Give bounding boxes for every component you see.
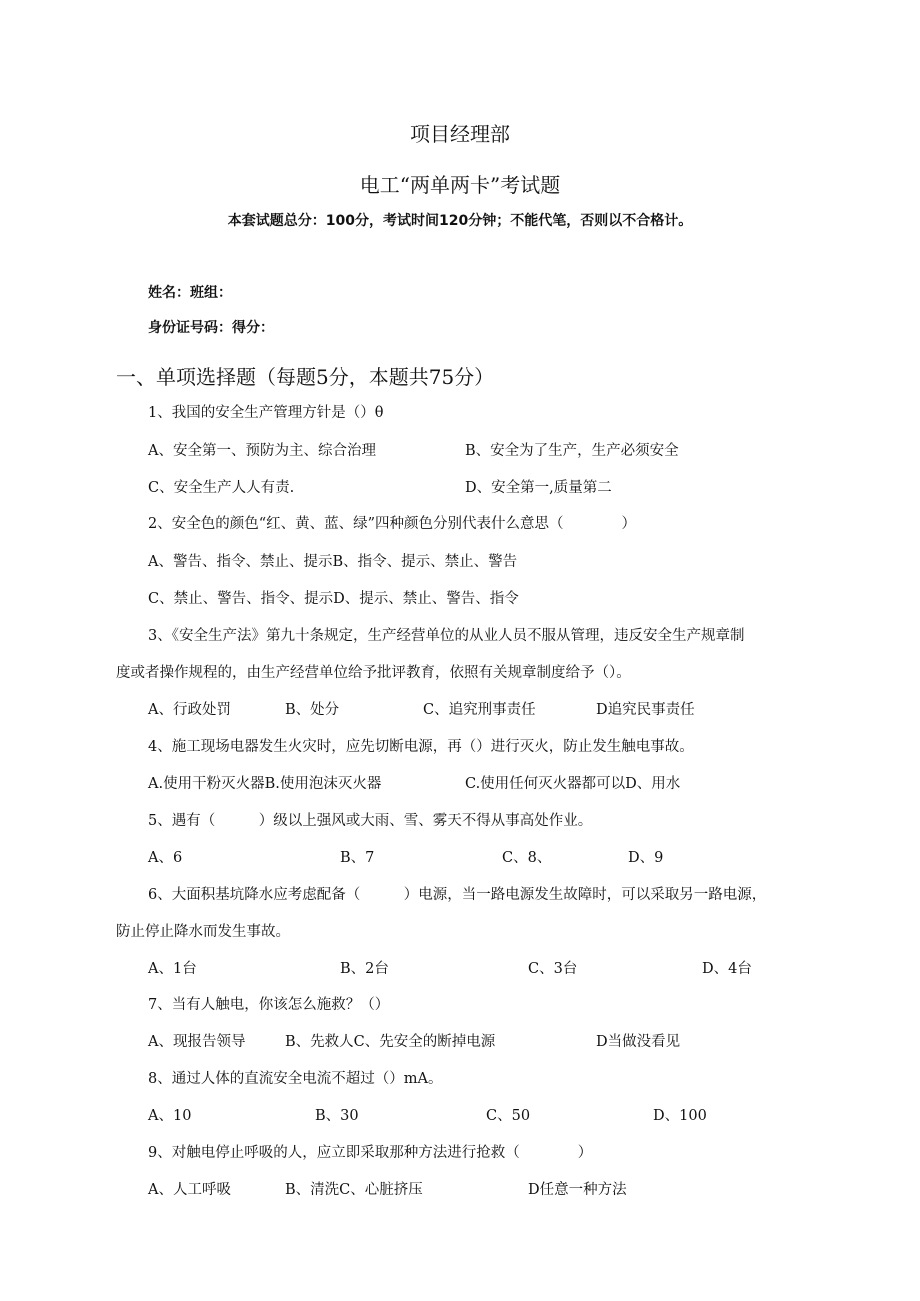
question-9: 9、对触电停止呼吸的人，应立即采取那种方法进行抢救（ ） [148,1145,593,1161]
option-8d: D、100 [653,1108,707,1124]
option-7bc: B、先救人C、先安全的断掉电源 [285,1034,496,1050]
option-6c: C、3台 [528,961,578,977]
option-5c: C、8、 [502,850,552,866]
option-7a: A、现报告领导 [148,1034,246,1050]
option-5b: B、7 [340,850,375,866]
option-1b: B、安全为了生产，生产必须安全 [465,443,679,459]
question-3-continued: 度或者操作规程的，由生产经营单位给予批评教育，依照有关规章制度给予（）。 [116,665,631,681]
option-3b: B、处分 [285,702,340,718]
option-3d: D追究民事责任 [596,702,695,718]
option-2cd: C、禁止、警告、指令、提示D、提示、禁止、警告、指令 [148,591,519,607]
question-2: 2、安全色的颜色“红、黄、蓝、绿”四种颜色分别代表什么意思（ ） [148,516,637,532]
question-6: 6、大面积基坑降水应考虑配备（ ）电源，当一路电源发生故障时，可以采取另一路电源， [148,887,767,903]
option-4cd: C.使用任何灭火器都可以D、用水 [465,776,681,792]
option-3a: A、行政处罚 [148,702,231,718]
question-4: 4、施工现场电器发生火灾时，应先切断电源，再（）进行灭火，防止发生触电事故。 [148,739,694,755]
option-7d: D当做没看见 [596,1034,681,1050]
option-6d: D、4台 [702,961,752,977]
option-1c: C、安全生产人人有责. [148,480,295,496]
question-6-continued: 防止停止降水而发生事故。 [116,924,290,940]
option-1d: D、安全第一,质量第二 [465,480,612,496]
option-8b: B、30 [315,1108,359,1124]
option-4ab: A.使用干粉灭火器B.使用泡沫灭火器 [148,776,382,792]
option-2ab: A、警告、指令、禁止、提示B、指令、提示、禁止、警告 [148,554,518,570]
question-5: 5、遇有（ ）级以上强风或大雨、雪、雾天不得从事高处作业。 [148,813,593,829]
question-1: 1、我国的安全生产管理方针是（）θ [148,405,384,421]
option-3c: C、追究刑事责任 [423,702,536,718]
id-score-field: 身份证号码：得分： [148,320,274,336]
option-8c: C、50 [486,1108,531,1124]
option-6b: B、2台 [340,961,389,977]
question-3: 3、《安全生产法》第九十条规定，生产经营单位的从业人员不服从管理，违反安全生产规章制 [148,628,745,644]
section-heading: 一、单项选择题（每题5分，本题共75分） [116,365,495,389]
option-9d: D任意一种方法 [528,1182,627,1198]
option-9a: A、人工呼吸 [148,1182,231,1198]
option-5d: D、9 [628,850,664,866]
exam-title: 电工“两单两卡”考试题 [359,173,561,197]
option-5a: A、6 [148,850,183,866]
name-team-field: 姓名：班组： [148,285,232,301]
org-title: 项目经理部 [410,122,510,146]
exam-note: 本套试题总分：100分，考试时间120分钟；不能代笔，否则以不合格计。 [227,213,693,229]
question-7: 7、当有人触电，你该怎么施救？（） [148,997,390,1013]
option-8a: A、10 [148,1108,192,1124]
option-6a: A、1台 [148,961,197,977]
option-1a: A、安全第一、预防为主、综合治理 [148,443,376,459]
option-9bc: B、清洗C、心脏挤压 [285,1182,423,1198]
question-8: 8、通过人体的直流安全电流不超过（）mA。 [148,1071,443,1087]
